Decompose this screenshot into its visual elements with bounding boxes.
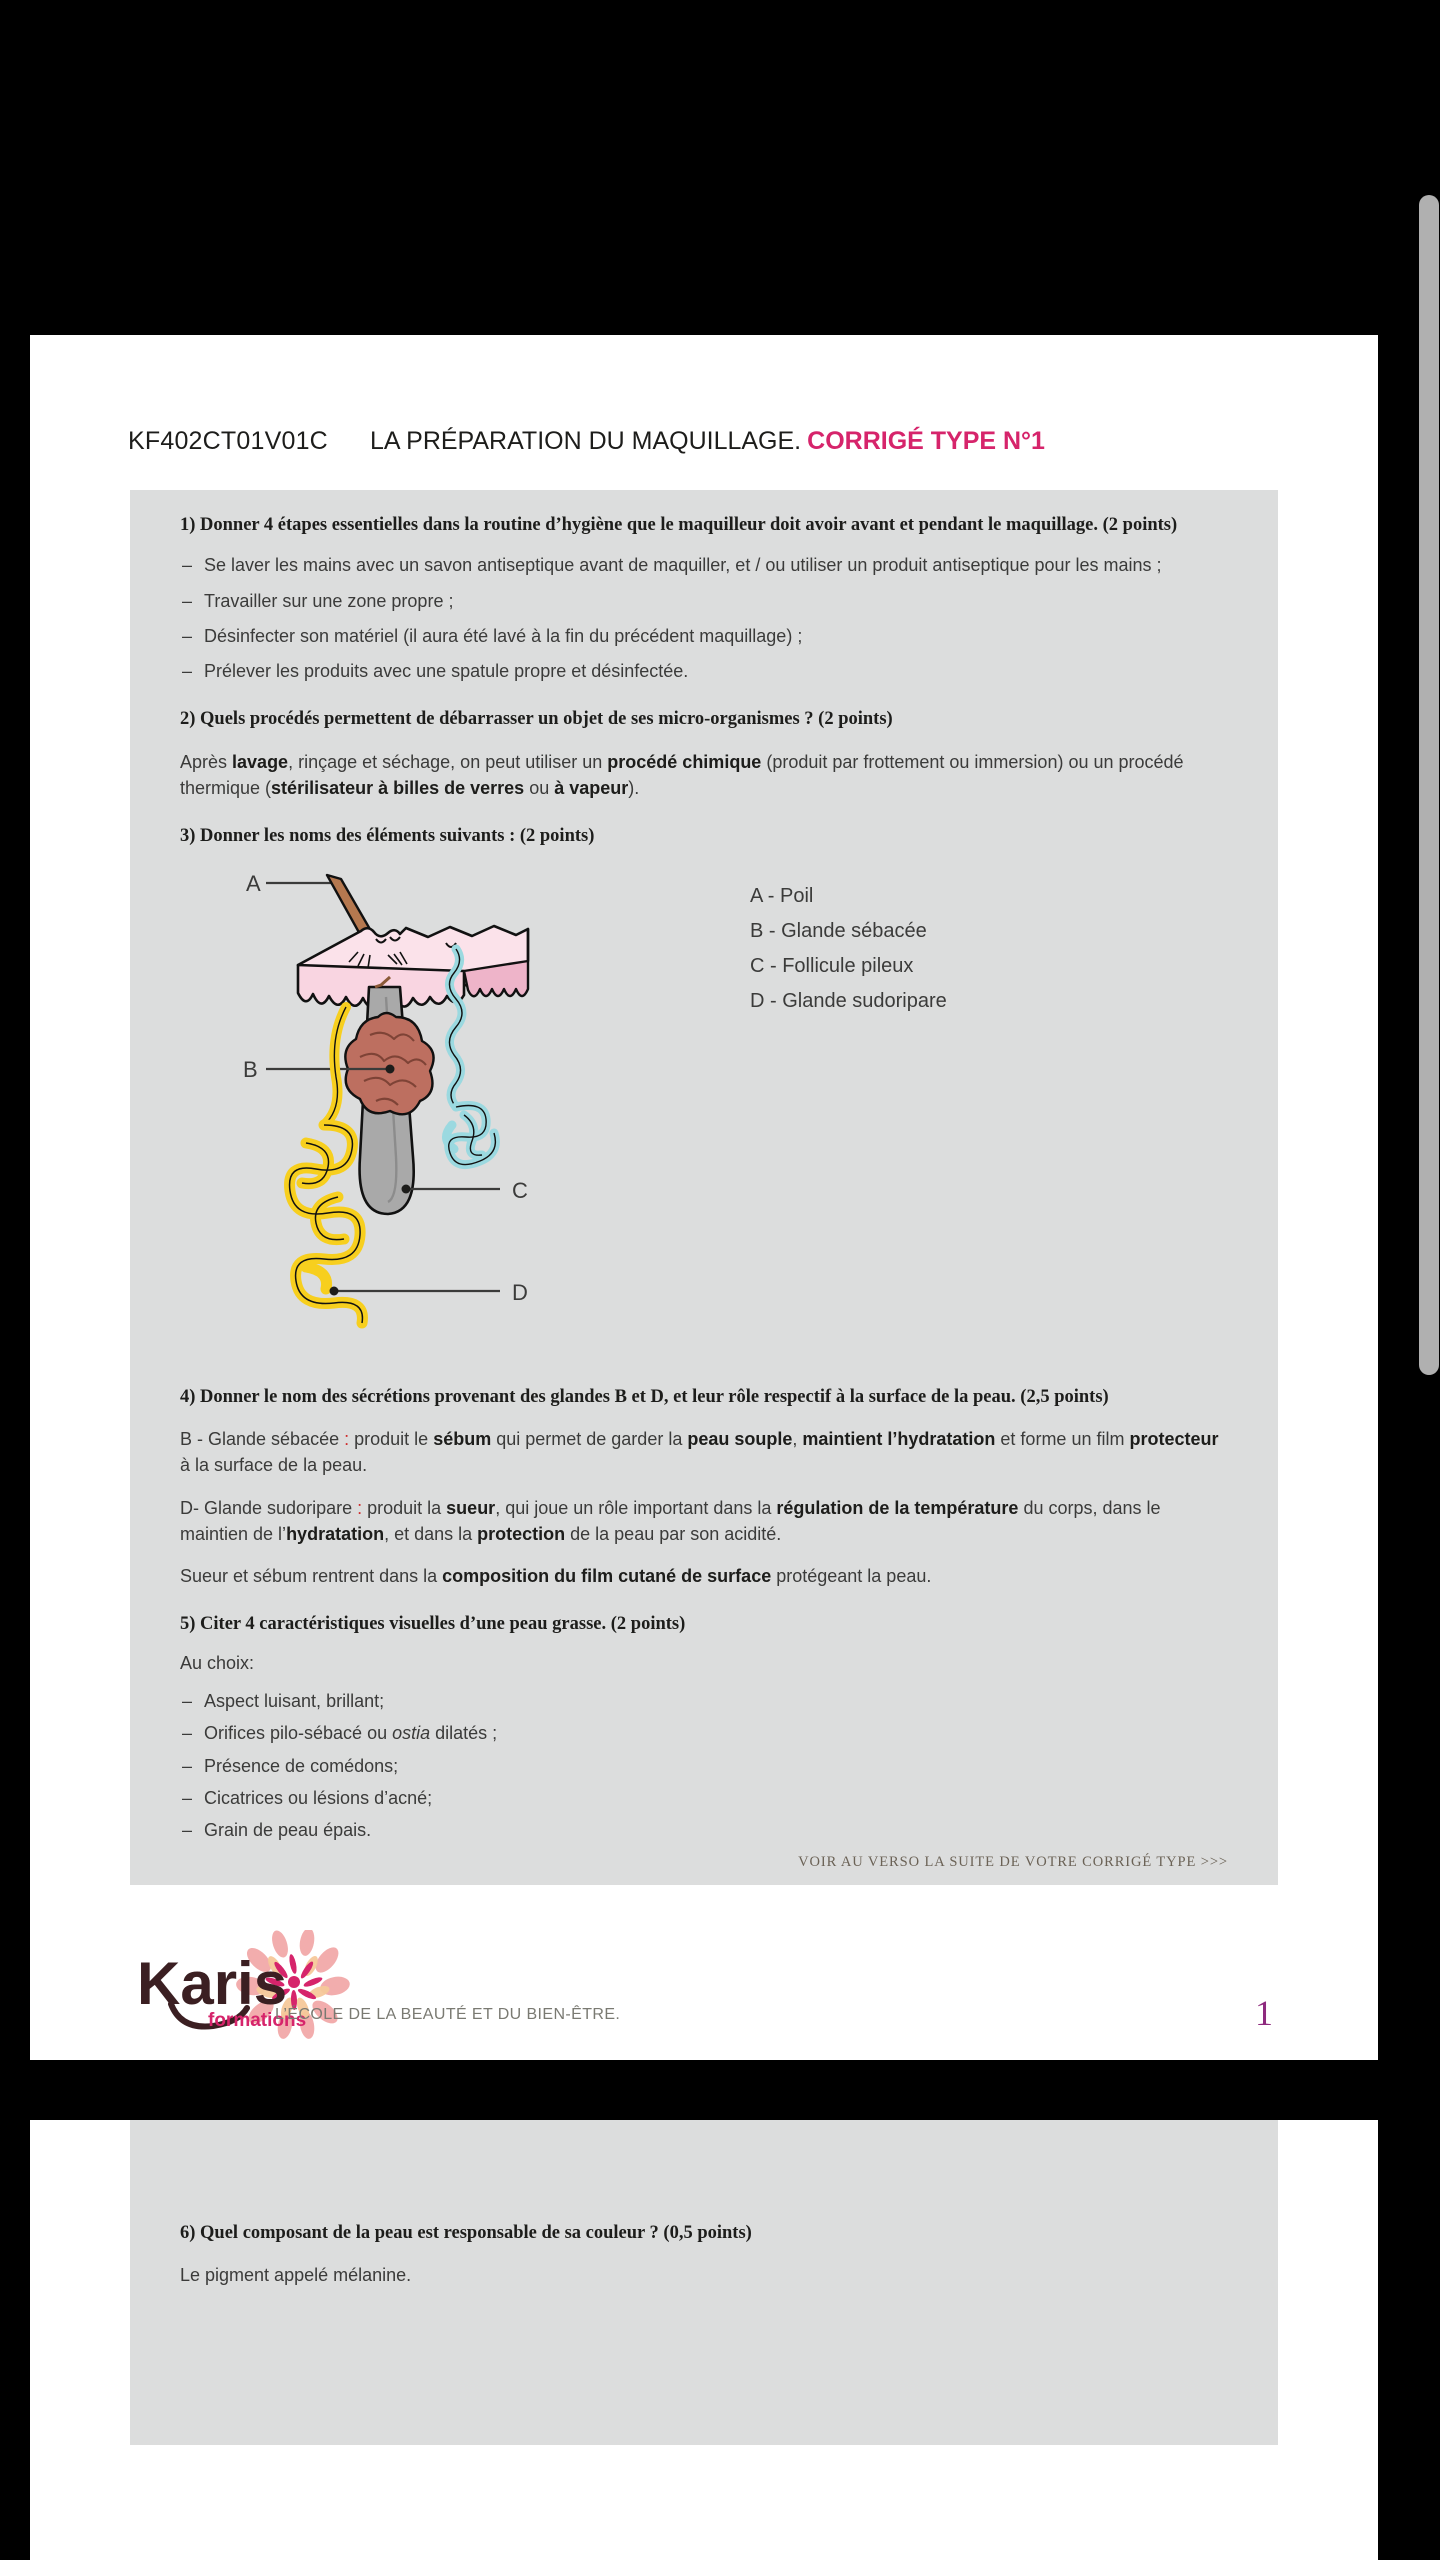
- list-item: – Se laver les mains avec un savon antiseptique avant de maquiller, et / ou utiliser un produit antiseptique pour les mains ;: [180, 552, 1228, 578]
- question-5-heading: 5) Citer 4 caractéristiques visuelles d’une peau grasse. (2 points): [180, 1613, 686, 1634]
- question-1-answer-list: [180, 552, 1228, 684]
- question-4-answer-d: D- Glande sudoripare : produit la sueur, qui joue un rôle important dans la régulation de la température du corps, dans le maintien de l’hydratation, et dans la protection de la peau par son acidité.: [180, 1497, 1161, 1544]
- svg-text:B: B: [243, 1057, 258, 1083]
- list-item: – Travailler sur une zone propre ;: [180, 588, 1228, 614]
- legend-item-b: B - Glande sébacée: [750, 920, 927, 943]
- skin-cross-section-diagram: [228, 857, 658, 1357]
- scrollbar-thumb[interactable]: [1419, 195, 1439, 1375]
- document-page-1: [30, 335, 1378, 2060]
- document-title: [370, 427, 1045, 456]
- svg-text:C: C: [512, 1178, 528, 1204]
- karis-wordmark: Karis: [137, 1950, 288, 2017]
- question-2-answer: Après lavage, rinçage et séchage, on peut utiliser un procédé chimique (produit par frottement ou immersion) ou un procédé thermique (stérilisateur à billes de verres ou à vapeur).: [180, 751, 1184, 798]
- svg-text:A: A: [246, 871, 261, 897]
- diagram-legend: [750, 879, 947, 1019]
- list-item: – Prélever les produits avec une spatule propre et désinfectée.: [180, 658, 1228, 684]
- legend-item-a: A - Poil: [750, 885, 814, 908]
- svg-text:D: D: [512, 1280, 528, 1306]
- question-5-answer-list: [180, 1688, 1228, 1843]
- list-item: – Aspect luisant, brillant;: [180, 1688, 1228, 1714]
- page-footer: [30, 1920, 1378, 2060]
- karis-subword: formations: [208, 2010, 307, 2031]
- verso-note: VOIR AU VERSO LA SUITE DE VOTRE CORRIGÉ TYPE >>>: [798, 1854, 1228, 1871]
- question-5-lead: Au choix:: [180, 1653, 255, 1674]
- list-item: – Cicatrices ou lésions d’acné;: [180, 1785, 1228, 1811]
- question-6-heading: 6) Quel composant de la peau est responsable de sa couleur ? (0,5 points): [180, 2223, 752, 2243]
- question-4-answer-b: B - Glande sébacée : produit le sébum qui permet de garder la peau souple, maintient l’hydratation et forme un film protecteur à la surface de la peau.: [180, 1429, 1219, 1476]
- legend-item-d: D - Glande sudoripare: [750, 990, 947, 1013]
- document-title-main: LA PRÉPARATION DU MAQUILLAGE.: [370, 427, 802, 455]
- document-code: KF402CT01V01C: [128, 427, 328, 455]
- content-block-page-2: [130, 2120, 1278, 2445]
- question-4-answer-summary: Sueur et sébum rentrent dans la composition du film cutané de surface protégeant la peau.: [180, 1565, 932, 1586]
- footer-tagline: L’ÉCOLE DE LA BEAUTÉ ET DU BIEN-ÊTRE.: [275, 2006, 621, 2023]
- content-block: [130, 490, 1278, 1885]
- document-header: [80, 427, 1328, 467]
- question-3-heading: 3) Donner les noms des éléments suivants : (2 points): [180, 825, 595, 846]
- scrollbar-track[interactable]: [1418, 0, 1440, 2560]
- question-3-diagram-row: [180, 857, 1228, 1362]
- list-item: – Orifices pilo-sébacé ou ostia dilatés ;: [180, 1720, 1228, 1746]
- list-item: – Désinfecter son matériel (il aura été lavé à la fin du précédent maquillage) ;: [180, 623, 1228, 649]
- legend-item-c: C - Follicule pileux: [750, 955, 914, 978]
- document-page-2: [30, 2120, 1378, 2560]
- document-title-accent: CORRIGÉ TYPE N°1: [807, 427, 1045, 455]
- list-item: – Grain de peau épais.: [180, 1817, 1228, 1843]
- question-4-heading: 4) Donner le nom des sécrétions provenant des glandes B et D, et leur rôle respectif à la surface de la peau. (2,5 points): [180, 1387, 1109, 1408]
- page-number: 1: [1255, 1993, 1273, 2033]
- question-1-heading: 1) Donner 4 étapes essentielles dans la routine d’hygiène que le maquilleur doit avoir avant et pendant le maquillage. (2 points): [180, 515, 1178, 535]
- list-item: – Présence de comédons;: [180, 1753, 1228, 1779]
- question-2-heading: 2) Quels procédés permettent de débarrasser un objet de ses micro-organismes ? (2 points): [180, 709, 893, 730]
- question-6-answer: Le pigment appelé mélanine.: [180, 2265, 412, 2286]
